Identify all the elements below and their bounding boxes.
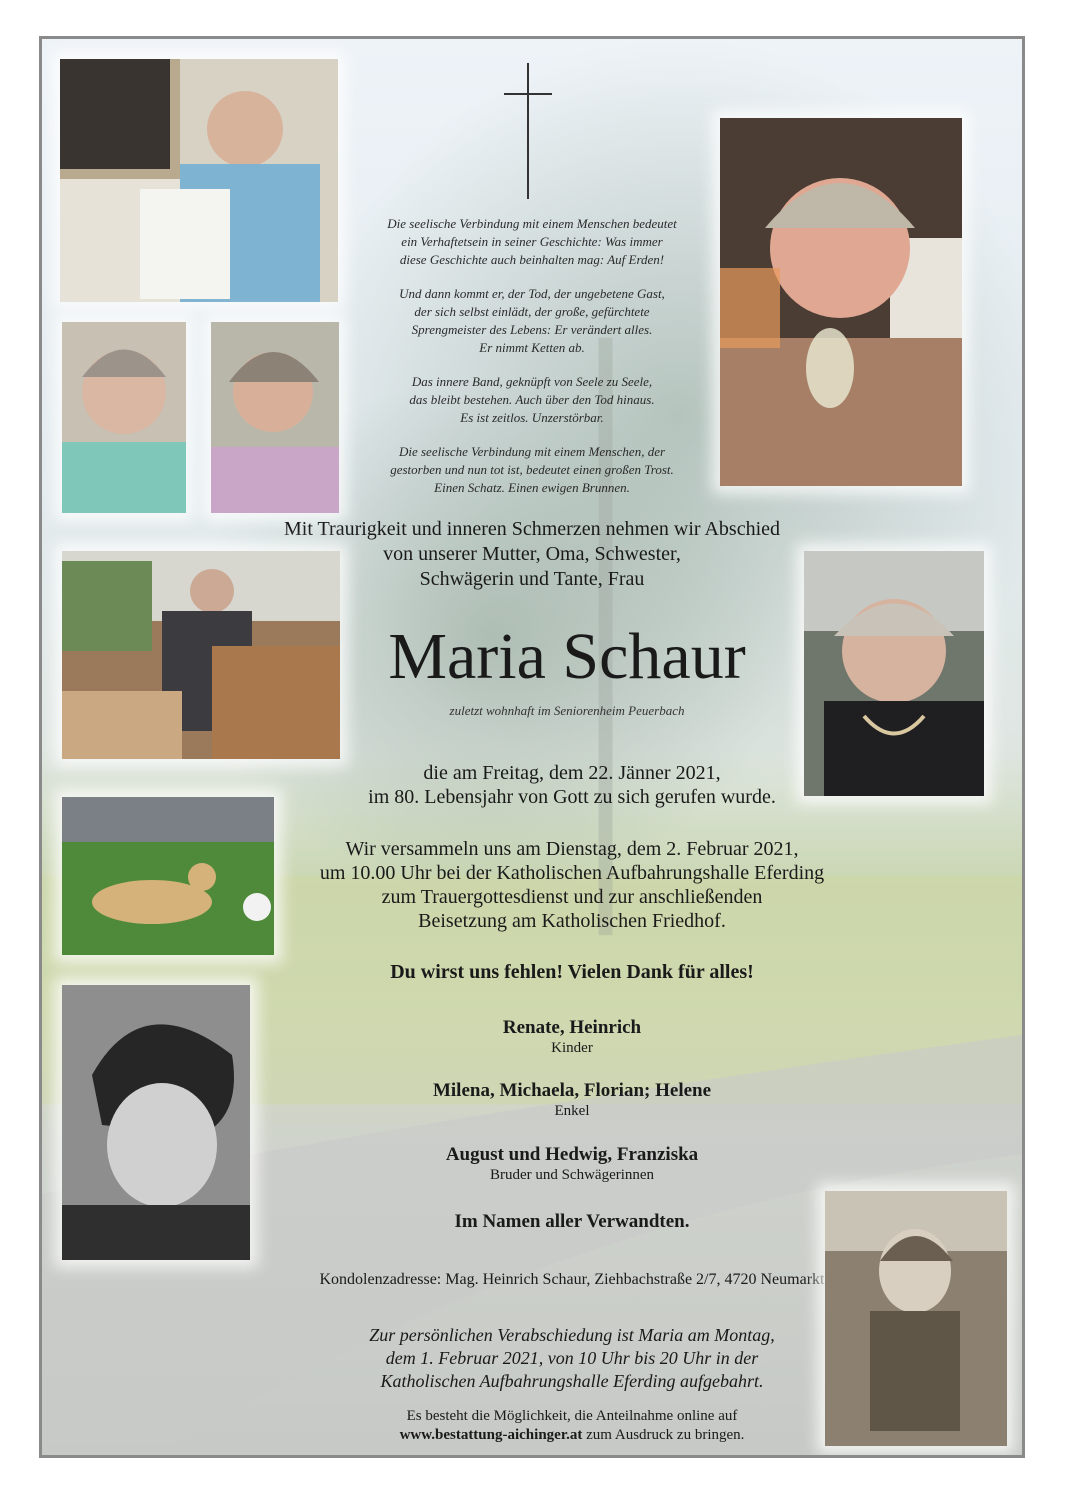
website-link[interactable]: www.bestattung-aichinger.at	[399, 1427, 583, 1443]
online-line-2	[282, 1426, 862, 1445]
mourner-relation: Kinder	[551, 1040, 593, 1056]
mourner-group	[342, 1080, 802, 1121]
signoff: Im Namen aller Verwandten.	[454, 1211, 690, 1232]
photo-dog-with-ball	[62, 797, 274, 955]
mourner-names: August und Hedwig, Franziska	[445, 1144, 699, 1165]
viewing-info: Zur persönlichen Verabschiedung ist Maria am Montag, dem 1. Februar 2021, von 10 Uhr bis 20 Uhr in der Katholischen Aufbahrungshalle Eferding aufgebahrt.	[369, 1325, 775, 1391]
photo-woman-floral-blouse	[211, 322, 339, 513]
poem-stanza: Die seelische Verbindung mit einem Menschen bedeutet ein Verhaftetsein in seiner Geschichte: Was immer diese Geschichte auch beinhalten mag: Auf Erden!	[387, 216, 677, 267]
mourner-group	[342, 1144, 802, 1185]
online-line-1: Es besteht die Möglichkeit, die Anteilnahme online auf	[406, 1408, 738, 1424]
poem-stanza: Die seelische Verbindung mit einem Menschen, der gestorben und nun tot ist, bedeutet einen großen Trost. Einen Schatz. Einen ewigen Brunnen.	[390, 444, 674, 495]
mourner-group	[342, 1017, 802, 1058]
service-details: Wir versammeln uns am Dienstag, dem 2. Februar 2021, um 10.00 Uhr bei der Katholischen Aufbahrungshalle Eferding zum Trauergottesdienst und zur anschließenden Beisetzung am Katholischen Friedhof.	[319, 838, 825, 932]
photo-woman-at-table	[62, 551, 340, 759]
thanks-message: Du wirst uns fehlen! Vielen Dank für alles!	[390, 961, 754, 983]
obituary-card	[39, 36, 1025, 1458]
condolence-address: Kondolenzadresse: Mag. Heinrich Schaur, Ziehbachstraße 2/7, 4720 Neumarkt	[319, 1271, 825, 1288]
mourner-relation: Enkel	[554, 1103, 590, 1119]
photo-woman-wine-glass	[720, 118, 962, 486]
cross-icon	[504, 63, 554, 199]
death-notice: die am Freitag, dem 22. Jänner 2021, im 80. Lebensjahr von Gott zu sich gerufen wurde.	[368, 762, 776, 808]
residence-text: zuletzt wohnhaft im Seniorenheim Peuerbach	[449, 703, 685, 718]
online-condolence	[282, 1407, 862, 1445]
mourner-names: Milena, Michaela, Florian; Helene	[432, 1080, 712, 1101]
poem	[332, 215, 732, 513]
mourner-names: Renate, Heinrich	[502, 1017, 642, 1038]
photo-young-woman-bw	[62, 985, 250, 1260]
poem-stanza: Das innere Band, geknüpft von Seele zu Seele, das bleibt bestehen. Auch über den Tod hinaus. Es ist zeitlos. Unzerstörbar.	[409, 374, 655, 425]
online-suffix: zum Ausdruck zu bringen.	[582, 1427, 745, 1443]
mourner-relation: Bruder und Schwägerinnen	[489, 1167, 655, 1183]
intro-text: Mit Traurigkeit und inneren Schmerzen nehmen wir Abschied von unserer Mutter, Oma, Schwester, Schwägerin und Tante, Frau	[283, 518, 780, 590]
photo-woman-kitchen	[60, 59, 338, 302]
photo-elderly-woman-necklace	[804, 551, 984, 796]
deceased-name: Maria Schaur	[388, 620, 746, 693]
photo-woman-smiling-green	[62, 322, 186, 513]
poem-stanza: Und dann kommt er, der Tod, der ungebetene Gast, der sich selbst einlädt, der große, gefürchtete Sprengmeister des Lebens: Er verändert alles. Er nimmt Ketten ab.	[399, 286, 665, 355]
